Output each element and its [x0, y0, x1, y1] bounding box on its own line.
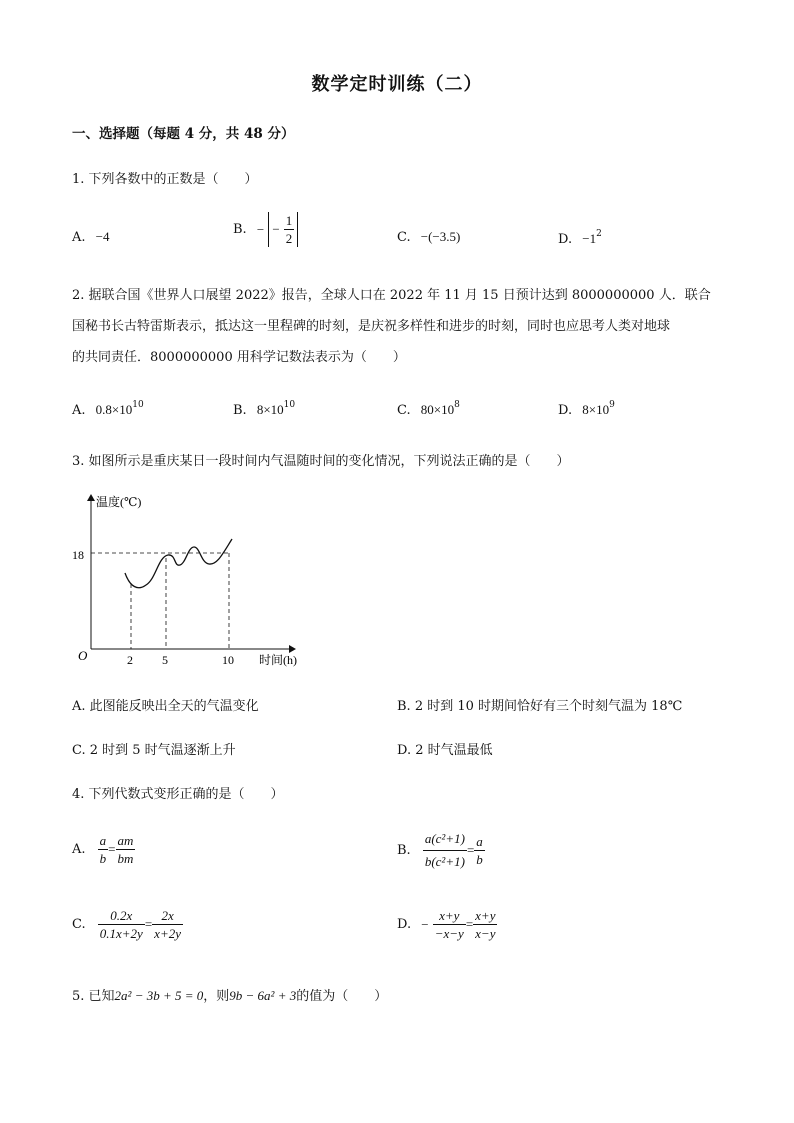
option-label: B. — [397, 843, 411, 858]
numerator: x+y — [433, 907, 466, 925]
q4-option-a — [72, 832, 135, 867]
equals-sign: = — [108, 841, 116, 857]
option-exponent: 2 — [596, 229, 602, 239]
q5-expression: 9b − 6a² + 3 — [229, 988, 297, 1003]
q2-option-d — [558, 400, 615, 418]
section-heading: 一、选择题（每题 4 分，共 48 分） — [72, 126, 295, 142]
option-value: −4 — [95, 229, 110, 244]
q3-option-a: A. 此图能反映出全天的气温变化 — [72, 699, 259, 714]
option-label: D. — [397, 917, 412, 932]
denominator: b — [476, 852, 483, 867]
fraction-left — [433, 907, 466, 942]
q4-option-d — [397, 907, 497, 942]
q1-option-a — [72, 229, 110, 245]
q1-option-b — [233, 212, 298, 247]
question-2-line-1: 2. 据联合国《世界人口展望 2022》报告，全球人口在 2022 年 11 月 15 日预计达到 8000000000 人．联合 — [72, 288, 711, 303]
y-tick-18: 18 — [72, 548, 84, 562]
fraction-left — [98, 832, 109, 867]
q5-mid: ，则 — [203, 989, 230, 1004]
option-value: 80×10 — [420, 402, 455, 417]
denominator: −x−y — [434, 926, 464, 941]
question-3-stem: 3. 如图所示是重庆某日一段时间内气温随时间的变化情况，下列说法正确的是（ ） — [72, 454, 570, 469]
option-label: C. — [72, 917, 86, 932]
minus-sign: − — [256, 221, 265, 237]
denominator: bm — [117, 851, 134, 866]
x-tick-2: 2 — [127, 653, 133, 667]
denominator: 2 — [285, 231, 293, 246]
option-value: −(−3.5) — [420, 229, 461, 244]
question-1-stem: 1. 下列各数中的正数是（ ） — [72, 172, 258, 187]
question-2-line-2: 国秘书长古特雷斯表示，抵达这一里程碑的时刻，是庆祝多样性和进步的时刻，同时也应思考人类对地球 — [72, 319, 671, 334]
temperature-curve — [125, 539, 232, 588]
inner-minus: − — [272, 221, 280, 237]
numerator: 2x — [152, 907, 183, 925]
denominator: x+2y — [154, 926, 181, 941]
numerator: a(c²+1) — [423, 828, 467, 851]
y-axis-label: 温度(℃) — [96, 495, 142, 509]
option-exponent: 10 — [132, 400, 144, 410]
question-2-line-3: 的共同责任．8000000000 用科学记数法表示为（ ） — [72, 350, 406, 365]
option-label: B. — [233, 222, 247, 237]
x-axis-label: 时间(h) — [259, 653, 297, 667]
q5-condition: 2a² − 3b + 5 = 0 — [114, 988, 204, 1003]
question-4-stem: 4. 下列代数式变形正确的是（ ） — [72, 787, 284, 802]
absolute-value — [268, 212, 298, 247]
origin-label: O — [78, 648, 88, 663]
q3-option-d: D. 2 时气温最低 — [397, 743, 493, 758]
denominator: b — [99, 851, 107, 866]
minus-sign: − — [421, 916, 429, 932]
option-label: B. — [233, 403, 247, 418]
denominator: x−y — [475, 926, 496, 941]
numerator: 1 — [285, 213, 293, 228]
option-exponent: 10 — [283, 400, 296, 410]
fraction — [284, 212, 295, 247]
q2-option-a — [72, 400, 144, 418]
q4-option-b — [397, 828, 485, 873]
x-tick-10: 10 — [222, 653, 234, 667]
option-label: A. — [72, 842, 86, 857]
numerator: am — [117, 833, 134, 848]
equals-sign: = — [144, 916, 153, 932]
option-value: 8×10 — [582, 402, 610, 417]
equals-sign: = — [466, 842, 475, 858]
option-label: D. — [558, 232, 573, 247]
numerator: 0.2x — [98, 907, 145, 925]
numerator: a — [476, 834, 483, 849]
option-label: D. — [558, 403, 573, 418]
option-exponent: 8 — [454, 400, 460, 410]
option-base: −1 — [582, 231, 597, 246]
fraction-right — [474, 833, 485, 868]
fraction-left — [98, 907, 145, 942]
fraction-left — [423, 828, 467, 873]
q1-option-c — [397, 229, 460, 245]
fraction-right — [473, 907, 497, 942]
fraction-right — [116, 832, 136, 867]
numerator: x+y — [475, 908, 496, 923]
fraction-right — [152, 907, 183, 942]
q2-option-c — [397, 400, 460, 418]
option-value: 8×10 — [256, 402, 284, 417]
option-label: C. — [397, 230, 411, 245]
option-label: A. — [72, 403, 86, 418]
x-tick-5: 5 — [162, 653, 168, 667]
option-exponent: 9 — [609, 400, 615, 410]
q1-option-d — [558, 229, 602, 247]
denominator: b(c²+1) — [424, 854, 465, 869]
q3-option-b: B. 2 时到 10 时期间恰好有三个时刻气温为 18℃ — [397, 699, 683, 714]
q2-option-b — [233, 400, 295, 418]
equals-sign: = — [465, 916, 474, 932]
option-value: 0.8×10 — [95, 402, 133, 417]
option-label: A. — [72, 230, 86, 245]
option-label: C. — [397, 403, 411, 418]
q5-prefix: 5. 已知 — [72, 989, 115, 1004]
denominator: 0.1x+2y — [99, 926, 143, 941]
temperature-graph — [70, 485, 310, 675]
numerator: a — [99, 833, 107, 848]
q5-suffix: 的值为（ ） — [296, 989, 388, 1004]
question-5-stem — [72, 985, 387, 1004]
page-title: 数学定时训练（二） — [311, 74, 483, 95]
q3-option-c: C. 2 时到 5 时气温逐渐上升 — [72, 743, 236, 758]
q4-option-c — [72, 907, 183, 942]
